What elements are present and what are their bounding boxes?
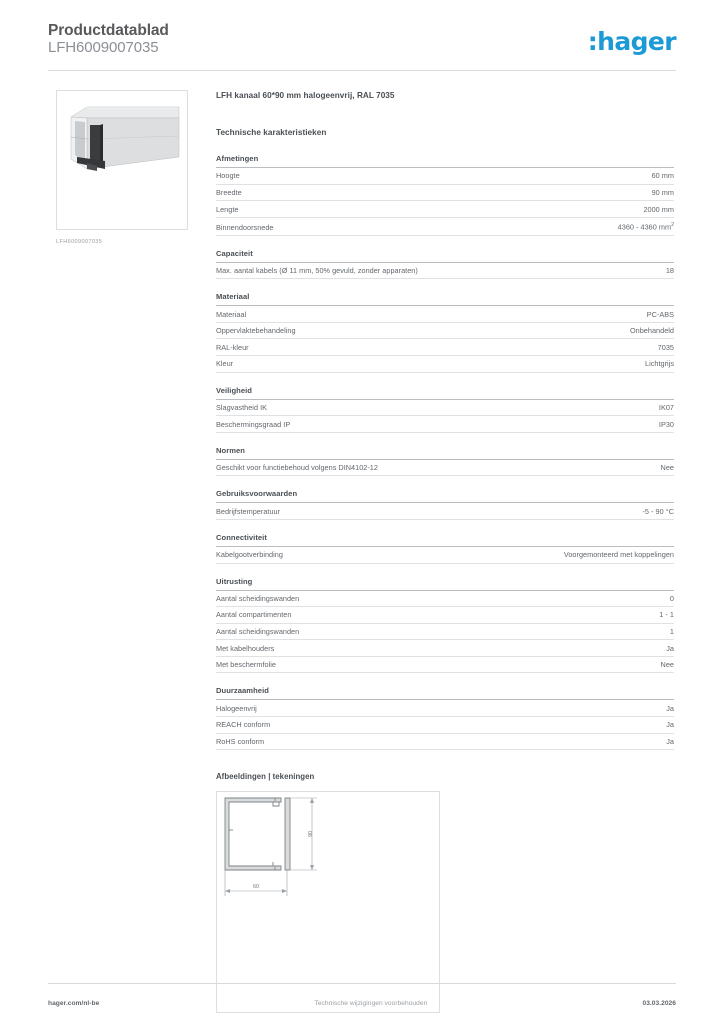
spec-row <box>216 416 674 433</box>
spec-row <box>216 201 674 218</box>
spec-value: Ja <box>666 643 674 653</box>
dimension-width-label: 60 <box>253 884 259 891</box>
spec-value: 60 mm <box>651 171 674 181</box>
spec-label: Met beschermfolie <box>216 660 276 670</box>
spec-label: RAL-kleur <box>216 342 249 352</box>
footer-date: 03.03.2026 <box>642 999 676 1007</box>
spec-label: Aantal scheidingswanden <box>216 593 300 603</box>
spec-group-title: Afmetingen <box>216 154 674 168</box>
spec-value: Lichtgrijs <box>645 359 674 369</box>
specification-groups <box>216 154 674 750</box>
spec-label: Beschermingsgraad IP <box>216 419 291 429</box>
spec-row <box>216 624 674 641</box>
page-title: Productdatablad <box>48 22 169 39</box>
spec-group-title: Uitrusting <box>216 577 674 591</box>
spec-row <box>216 591 674 608</box>
page-footer <box>48 996 676 1010</box>
spec-value: -5 - 90 °C <box>642 506 674 516</box>
spec-group <box>216 292 674 372</box>
spec-group <box>216 446 674 477</box>
spec-value: 7035 <box>657 342 674 352</box>
spec-row <box>216 168 674 185</box>
spec-group <box>216 154 674 236</box>
spec-value: 0 <box>669 593 674 603</box>
spec-group <box>216 386 674 433</box>
spec-value: 4360 - 4360 $mm^2$ <box>617 222 674 232</box>
spec-row <box>216 503 674 520</box>
spec-row <box>216 734 674 751</box>
technical-drawing-graphic <box>217 792 439 1012</box>
spec-group <box>216 533 674 564</box>
spec-value: Ja <box>666 703 674 713</box>
spec-label: REACH conform <box>216 720 271 730</box>
footer-divider <box>48 983 676 984</box>
header-divider <box>48 70 676 71</box>
spec-row <box>216 700 674 717</box>
spec-label: Hoogte <box>216 171 240 181</box>
spec-group <box>216 686 674 750</box>
spec-group-title: Connectiviteit <box>216 533 674 547</box>
spec-label: Lengte <box>216 204 239 214</box>
page-header <box>48 22 676 74</box>
spec-label: Kleur <box>216 359 234 369</box>
specifications-column <box>216 90 674 1013</box>
hager-logo: :hager <box>587 27 676 56</box>
spec-group <box>216 489 674 520</box>
product-photo-caption: LFH6009007035 <box>56 239 103 245</box>
spec-label: Breedte <box>216 187 242 197</box>
dimension-height-label: 90 <box>308 831 314 838</box>
spec-row <box>216 306 674 323</box>
footer-website[interactable]: hager.com/nl-be <box>48 999 100 1007</box>
spec-label: Max. aantal kabels (Ø 11 mm, 50% gevuld, zonder apparaten) <box>216 266 418 276</box>
footer-disclaimer: Technische wijzigingen voorbehouden <box>314 999 428 1007</box>
spec-label: Slagvastheid IK <box>216 403 268 413</box>
product-figure <box>56 90 190 245</box>
product-heading: LFH kanaal 60*90 mm halogeenvrij, RAL 7035 <box>216 91 395 100</box>
spec-value: Ja <box>666 720 674 730</box>
spec-value: Ja <box>666 736 674 746</box>
spec-value: Voorgemonteerd met koppelingen <box>563 550 674 560</box>
spec-value: 90 mm <box>651 187 674 197</box>
spec-label: Aantal compartimenten <box>216 610 292 620</box>
spec-value: Nee <box>660 463 674 473</box>
spec-value: PC-ABS <box>646 309 674 319</box>
spec-group <box>216 249 674 280</box>
spec-group-title: Materiaal <box>216 292 674 306</box>
spec-value: 1 <box>669 627 674 637</box>
spec-row <box>216 717 674 734</box>
spec-label: Binnendoorsnede <box>216 222 274 232</box>
spec-label: Oppervlaktebehandeling <box>216 326 296 336</box>
spec-label: Kabelgootverbinding <box>216 550 283 560</box>
spec-group <box>216 577 674 674</box>
spec-value: IP30 <box>658 419 674 429</box>
spec-row <box>216 323 674 340</box>
spec-value: Onbehandeld <box>629 326 674 336</box>
spec-label: Materiaal <box>216 309 247 319</box>
technical-characteristics-heading: Technische karakteristieken <box>216 128 327 137</box>
spec-row <box>216 263 674 280</box>
spec-row <box>216 356 674 373</box>
spec-group-title: Capaciteit <box>216 249 674 263</box>
spec-row <box>216 607 674 624</box>
spec-label: Aantal scheidingswanden <box>216 627 300 637</box>
spec-value: IK07 <box>658 403 674 413</box>
spec-row <box>216 460 674 477</box>
spec-label: Met kabelhouders <box>216 643 275 653</box>
spec-value: Nee <box>660 660 674 670</box>
unit-superscript: 2 <box>671 222 674 229</box>
spec-value: 1 - 1 <box>659 610 674 620</box>
spec-row <box>216 657 674 674</box>
spec-label: Halogeenvrij <box>216 703 257 713</box>
product-photo <box>56 90 188 230</box>
spec-value: 2000 mm <box>643 204 674 214</box>
spec-row <box>216 339 674 356</box>
spec-value: 18 <box>665 266 674 276</box>
spec-row <box>216 547 674 564</box>
spec-label: RoHS conform <box>216 736 265 746</box>
spec-group-title: Normen <box>216 446 674 460</box>
spec-group-title: Veiligheid <box>216 386 674 400</box>
product-reference: LFH6009007035 <box>48 39 159 56</box>
spec-group-title: Duurzaamheid <box>216 686 674 700</box>
spec-row <box>216 218 674 236</box>
spec-row <box>216 185 674 202</box>
spec-row <box>216 400 674 417</box>
technical-drawing <box>216 791 440 1013</box>
spec-group-title: Gebruiksvoorwaarden <box>216 489 674 503</box>
drawings-heading: Afbeeldingen | tekeningen <box>216 772 315 782</box>
drawings-section <box>216 772 674 1013</box>
product-photo-graphic <box>57 91 187 229</box>
spec-label: Geschikt voor functiebehoud volgens DIN4102-12 <box>216 463 378 473</box>
spec-row <box>216 640 674 657</box>
spec-label: Bedrijfstemperatuur <box>216 506 281 516</box>
